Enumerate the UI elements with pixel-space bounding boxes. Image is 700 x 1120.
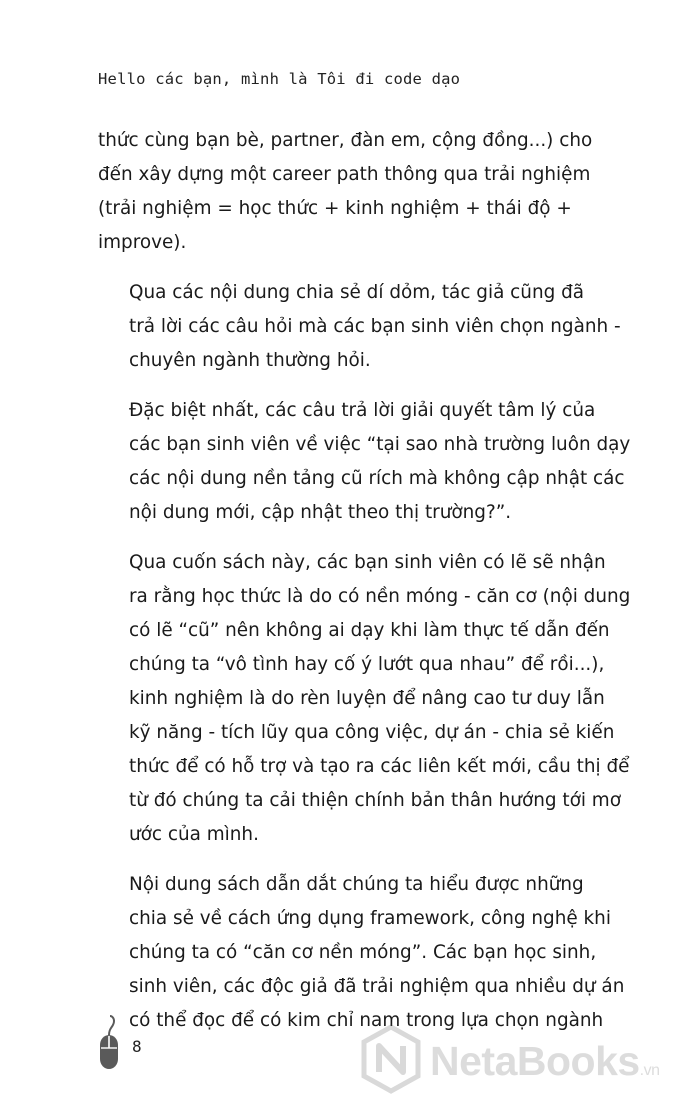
paragraph	[98, 124, 598, 260]
text-line: kinh nghiệm là do rèn luyện để nâng cao tư duy lẫn	[129, 688, 605, 710]
running-header-title: Hello các bạn, mình là Tôi đi code dạo	[98, 70, 461, 88]
watermark	[360, 1020, 690, 1100]
paragraph	[98, 546, 631, 851]
watermark-suffix: .vn	[639, 1062, 660, 1079]
running-header	[98, 70, 658, 88]
text-line: đến xây dựng một career path thông qua trải nghiệm	[98, 163, 591, 185]
text-line: trả lời các câu hỏi mà các bạn sinh viên chọn ngành -	[129, 316, 621, 338]
text-line: chúng ta “vô tình hay cố ý lướt qua nhau” để rồi...),	[129, 654, 605, 676]
paragraph	[98, 868, 625, 1038]
text-line: có thể đọc để có kim chỉ nam trong lựa chọn ngành	[129, 1009, 604, 1031]
text-line: chuyên ngành thường hỏi.	[129, 349, 371, 371]
text-line: (trải nghiệm = học thức + kinh nghiệm + thái độ +	[98, 197, 572, 219]
text-line: ước của mình.	[129, 823, 259, 845]
page-body	[98, 124, 631, 1054]
watermark-text	[430, 1038, 660, 1085]
text-line: từ đó chúng ta cải thiện chính bản thân hướng tới mơ	[129, 789, 621, 811]
text-line: có lẽ “cũ” nên không ai dạy khi làm thực tế dẫn đến	[129, 620, 610, 642]
text-line: improve).	[98, 231, 187, 253]
text-line: Đặc biệt nhất, các câu trả lời giải quyết tâm lý của	[129, 400, 596, 422]
text-line: ra rằng học thức là do có nền móng - căn cơ (nội dung	[129, 586, 631, 608]
page-number: 8	[132, 1037, 142, 1056]
paragraph	[98, 276, 621, 378]
text-line: kỹ năng - tích lũy qua công việc, dự án - chia sẻ kiến	[129, 722, 615, 743]
text-line: Qua cuốn sách này, các bạn sinh viên có lẽ sẽ nhận	[129, 552, 606, 574]
watermark-brand: NetaBooks	[430, 1038, 640, 1084]
text-line: các bạn sinh viên về việc “tại sao nhà trường luôn dạy	[129, 434, 631, 456]
paragraph	[98, 394, 631, 530]
computer-mouse-icon	[98, 1015, 120, 1071]
text-line: chúng ta có “căn cơ nền móng”. Các bạn học sinh,	[129, 941, 597, 963]
text-line: sinh viên, các độc giả đã trải nghiệm qua nhiều dự án	[129, 975, 625, 997]
text-line: Nội dung sách dẫn dắt chúng ta hiểu được những	[129, 874, 584, 896]
text-line: thức để có hỗ trợ và tạo ra các liên kết mới, cầu thị để	[129, 755, 630, 777]
text-line: chia sẻ về cách ứng dụng framework, công nghệ khi	[129, 908, 611, 930]
text-line: thức cùng bạn bè, partner, đàn em, cộng đồng...) cho	[98, 130, 593, 151]
text-line: các nội dung nền tảng cũ rích mà không cập nhật các	[129, 468, 625, 490]
netabooks-logo-icon	[360, 1024, 422, 1094]
text-line: nội dung mới, cập nhật theo thị trường?”.	[129, 502, 512, 524]
text-line: Qua các nội dung chia sẻ dí dỏm, tác giả cũng đã	[129, 282, 585, 304]
